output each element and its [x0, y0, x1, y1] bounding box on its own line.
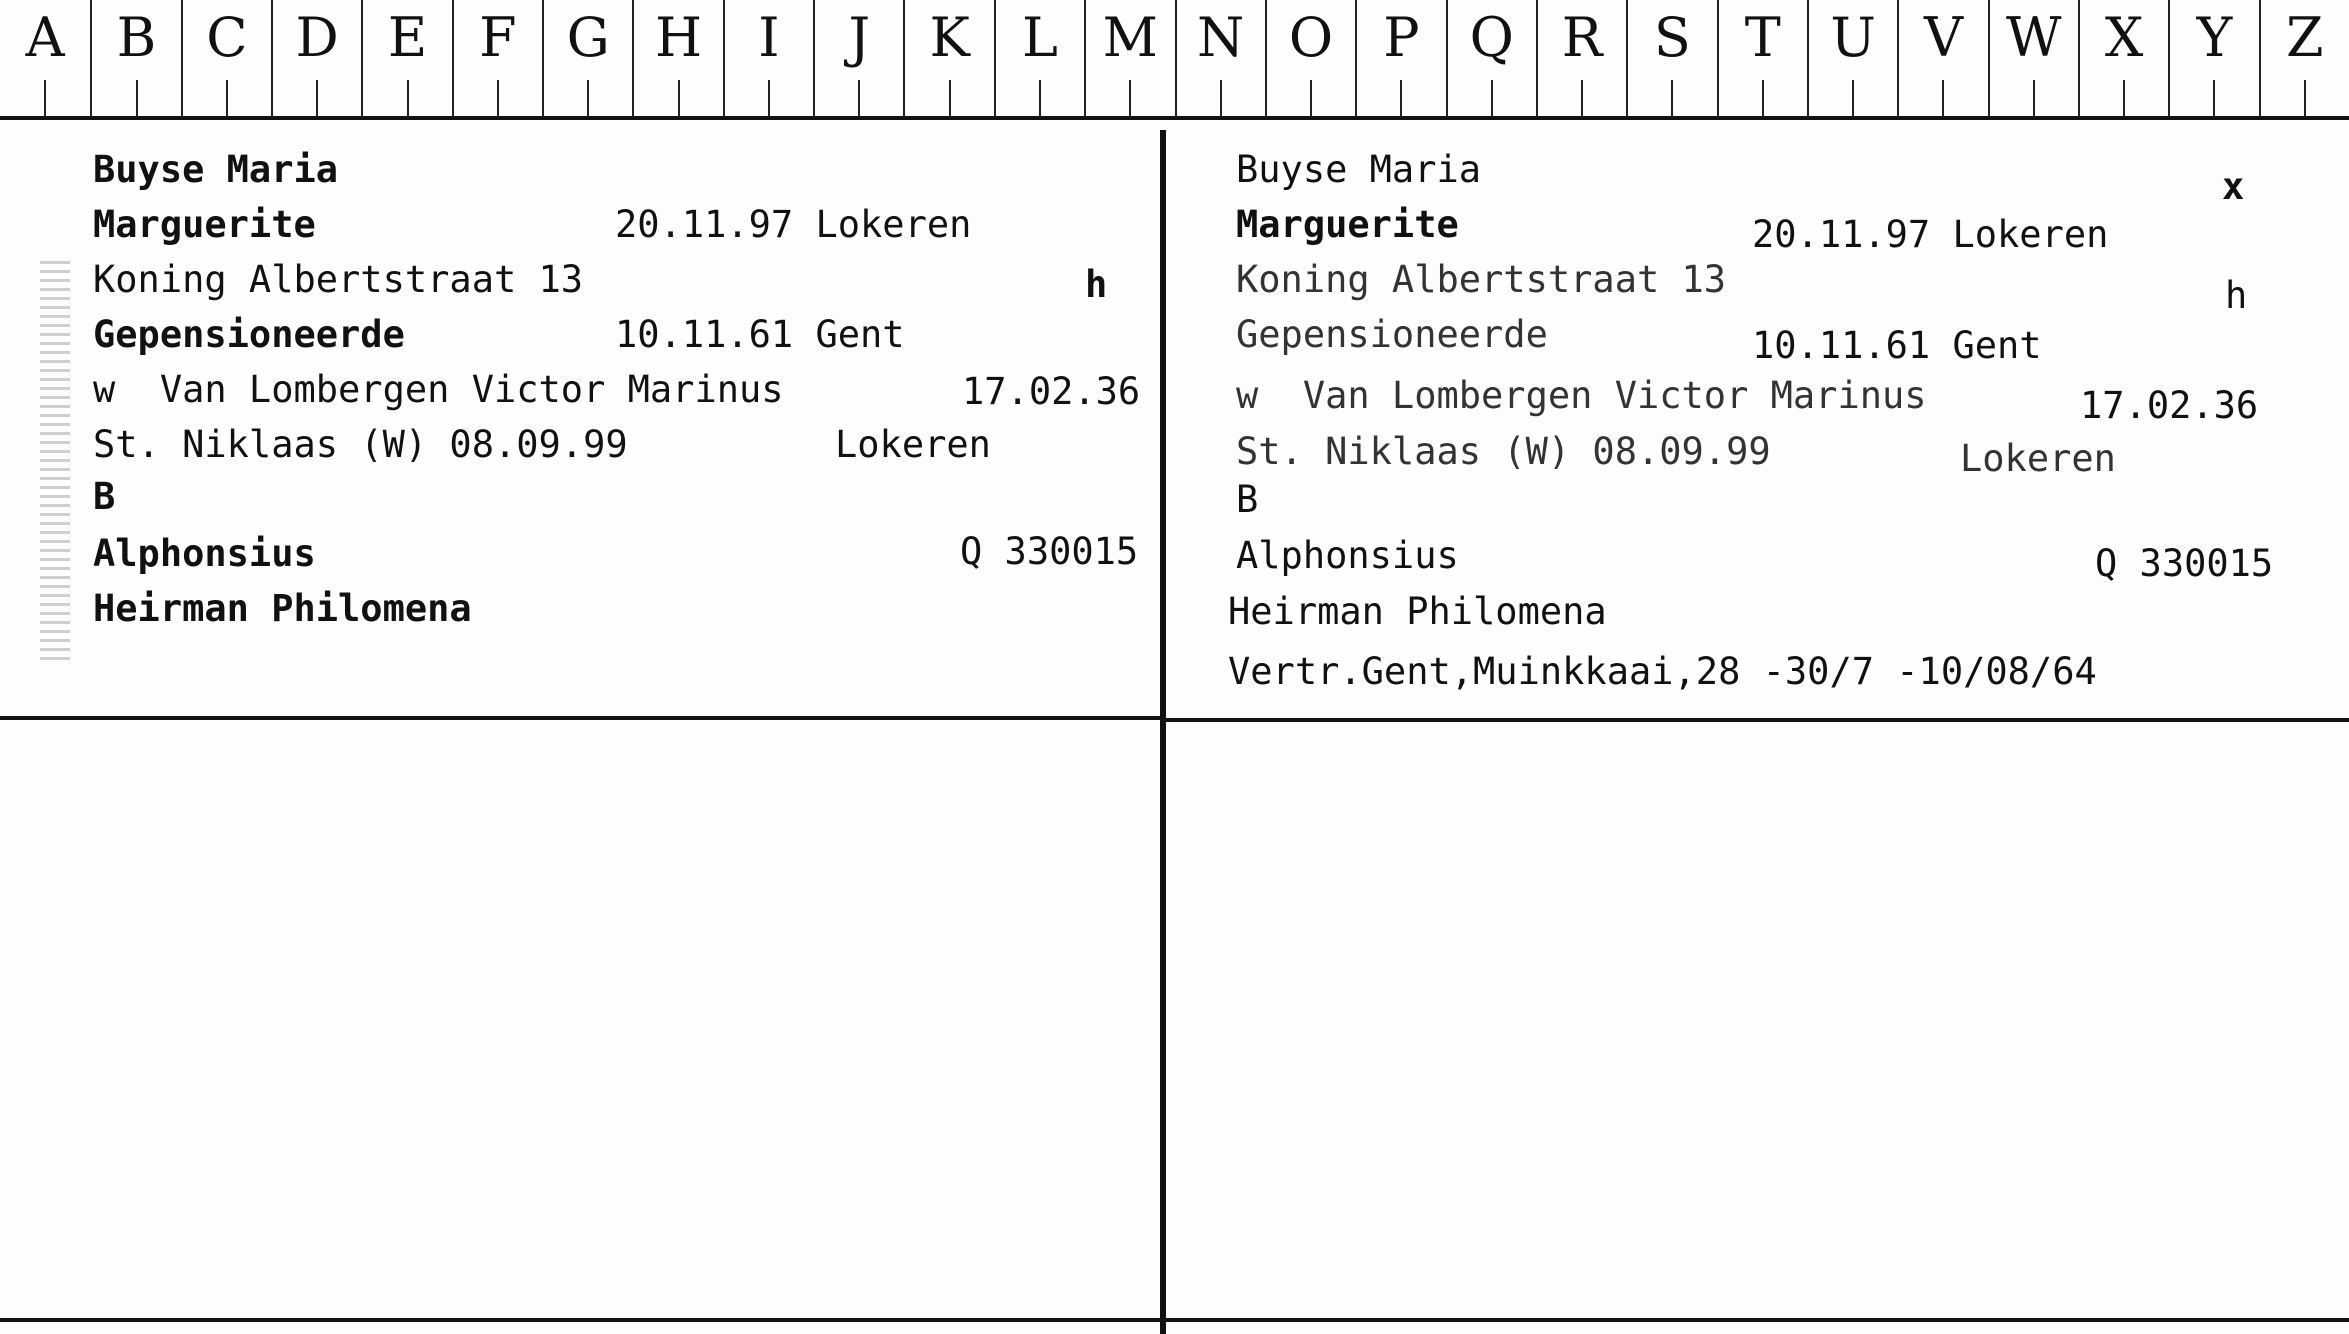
ruler-tick	[678, 80, 680, 116]
ruler-cell-b	[90, 0, 180, 116]
ruler-letter: U	[1830, 6, 1876, 69]
ruler-cell-a	[0, 0, 90, 116]
ruler-tick	[136, 80, 138, 116]
ruler-tick	[2033, 80, 2035, 116]
left-registration: 10.11.61 Gent	[615, 313, 905, 356]
ruler-tick	[1671, 80, 1673, 116]
right-birth: 20.11.97 Lokeren	[1752, 213, 2109, 256]
ruler-cell-m	[1084, 0, 1174, 116]
right-address: Koning Albertstraat 13	[1236, 258, 1727, 301]
ruler-tick	[1220, 80, 1222, 116]
ruler-cell-q	[1446, 0, 1536, 116]
left-occupation: Gepensioneerde	[93, 313, 405, 356]
ruler-tick	[587, 80, 589, 116]
ruler-cell-r	[1536, 0, 1626, 116]
ruler-cell-n	[1175, 0, 1265, 116]
ruler-cell-x	[2078, 0, 2168, 116]
right-code: Q 330015	[2095, 542, 2274, 585]
ruler-letter: F	[479, 6, 517, 69]
ruler-letter: K	[929, 6, 970, 69]
vertical-divider	[1160, 130, 1166, 1334]
right-note: Vertr.Gent,Muinkkaai,28 -30/7 -10/08/64	[1228, 650, 2097, 693]
ruler-cell-f	[452, 0, 542, 116]
alphabet-ruler	[0, 0, 2349, 120]
ruler-letter: Y	[2196, 6, 2233, 69]
ruler-tick	[1942, 80, 1944, 116]
left-birth: 20.11.97 Lokeren	[615, 203, 972, 246]
ruler-letter: X	[2104, 6, 2144, 69]
ruler-tick	[1400, 80, 1402, 116]
ruler-tick	[768, 80, 770, 116]
left-spouse-date: 17.02.36	[962, 370, 1141, 413]
ruler-letter: N	[1197, 6, 1245, 69]
ruler-cell-v	[1897, 0, 1987, 116]
left-letter-b: B	[93, 475, 116, 518]
ruler-letter: T	[1744, 6, 1781, 69]
ruler-cell-l	[994, 0, 1084, 116]
ruler-letter: Q	[1469, 6, 1514, 69]
ruler-cell-w	[1988, 0, 2078, 116]
ruler-cell-g	[542, 0, 632, 116]
ruler-letter: G	[566, 6, 610, 69]
ruler-tick	[2123, 80, 2125, 116]
ruler-cell-u	[1807, 0, 1897, 116]
ruler-cell-p	[1355, 0, 1445, 116]
ruler-cell-z	[2259, 0, 2349, 116]
ruler-letter: P	[1383, 6, 1420, 69]
left-card-bottom-border	[0, 716, 1160, 720]
ruler-cell-y	[2168, 0, 2258, 116]
ruler-letter: E	[387, 6, 428, 69]
right-card-bottom-border	[1166, 718, 2349, 722]
left-name: Buyse Maria	[93, 148, 339, 191]
ruler-letter: J	[848, 6, 871, 69]
right-mother: Heirman Philomena	[1228, 590, 1607, 633]
ruler-letter: W	[2006, 6, 2062, 69]
ruler-letter: S	[1653, 6, 1691, 69]
right-registration: 10.11.61 Gent	[1752, 324, 2042, 367]
left-address: Koning Albertstraat 13	[93, 258, 584, 301]
right-spouse-birth: St. Niklaas (W) 08.09.99	[1236, 430, 1771, 473]
ruler-cell-c	[181, 0, 271, 116]
ruler-cell-j	[813, 0, 903, 116]
left-spouse-place: Lokeren	[835, 423, 991, 466]
left-spouse-birth: St. Niklaas (W) 08.09.99	[93, 423, 628, 466]
ruler-letter: H	[655, 6, 703, 69]
right-letter-b: B	[1236, 478, 1259, 521]
ruler-letter: V	[1923, 6, 1963, 69]
ruler-cell-k	[903, 0, 993, 116]
ruler-tick	[2213, 80, 2215, 116]
ruler-tick	[1129, 80, 1131, 116]
ruler-tick	[497, 80, 499, 116]
right-occupation: Gepensioneerde	[1236, 313, 1548, 356]
ruler-letter: M	[1102, 6, 1158, 69]
ruler-letter: B	[116, 6, 157, 69]
ruler-tick	[226, 80, 228, 116]
ruler-letter: Z	[2286, 6, 2324, 69]
ruler-tick	[949, 80, 951, 116]
ruler-cell-h	[632, 0, 722, 116]
right-address-mark: h	[2225, 274, 2248, 317]
ruler-cell-e	[361, 0, 451, 116]
ruler-cell-i	[723, 0, 813, 116]
right-spouse: w Van Lombergen Victor Marinus	[1236, 374, 1927, 417]
ruler-tick	[1852, 80, 1854, 116]
right-given-name: Marguerite	[1236, 203, 1459, 246]
right-spouse-date: 17.02.36	[2080, 384, 2259, 427]
ruler-letter: D	[295, 6, 339, 69]
left-lower-card-top-border	[0, 1318, 1160, 1322]
ruler-letter: A	[25, 6, 65, 69]
left-code: Q 330015	[960, 530, 1139, 573]
ruler-tick	[316, 80, 318, 116]
ruler-tick	[1310, 80, 1312, 116]
ruler-cell-t	[1717, 0, 1807, 116]
left-mother: Heirman Philomena	[93, 587, 472, 630]
right-name: Buyse Maria	[1236, 148, 1482, 191]
left-spouse: w Van Lombergen Victor Marinus	[93, 368, 784, 411]
ruler-tick	[44, 80, 46, 116]
ruler-cell-d	[271, 0, 361, 116]
ruler-tick	[2304, 80, 2306, 116]
right-lower-card-top-border	[1166, 1318, 2349, 1322]
scan-smudge	[40, 260, 70, 660]
ruler-letter: I	[758, 6, 780, 69]
right-mark-x: x	[2222, 165, 2245, 208]
ruler-tick	[407, 80, 409, 116]
ruler-letter: C	[206, 6, 248, 69]
ruler-letter: L	[1022, 6, 1058, 69]
left-given-name: Marguerite	[93, 203, 316, 246]
right-father: Alphonsius	[1236, 534, 1459, 577]
ruler-tick	[858, 80, 860, 116]
ruler-tick	[1491, 80, 1493, 116]
ruler-cell-o	[1265, 0, 1355, 116]
ruler-letter: R	[1561, 6, 1603, 69]
ruler-letter: O	[1288, 6, 1334, 69]
ruler-tick	[1581, 80, 1583, 116]
left-address-mark: h	[1085, 263, 1108, 306]
right-spouse-place: Lokeren	[1960, 437, 2116, 480]
ruler-cell-s	[1626, 0, 1716, 116]
ruler-tick	[1039, 80, 1041, 116]
ruler-tick	[1762, 80, 1764, 116]
left-father: Alphonsius	[93, 532, 316, 575]
